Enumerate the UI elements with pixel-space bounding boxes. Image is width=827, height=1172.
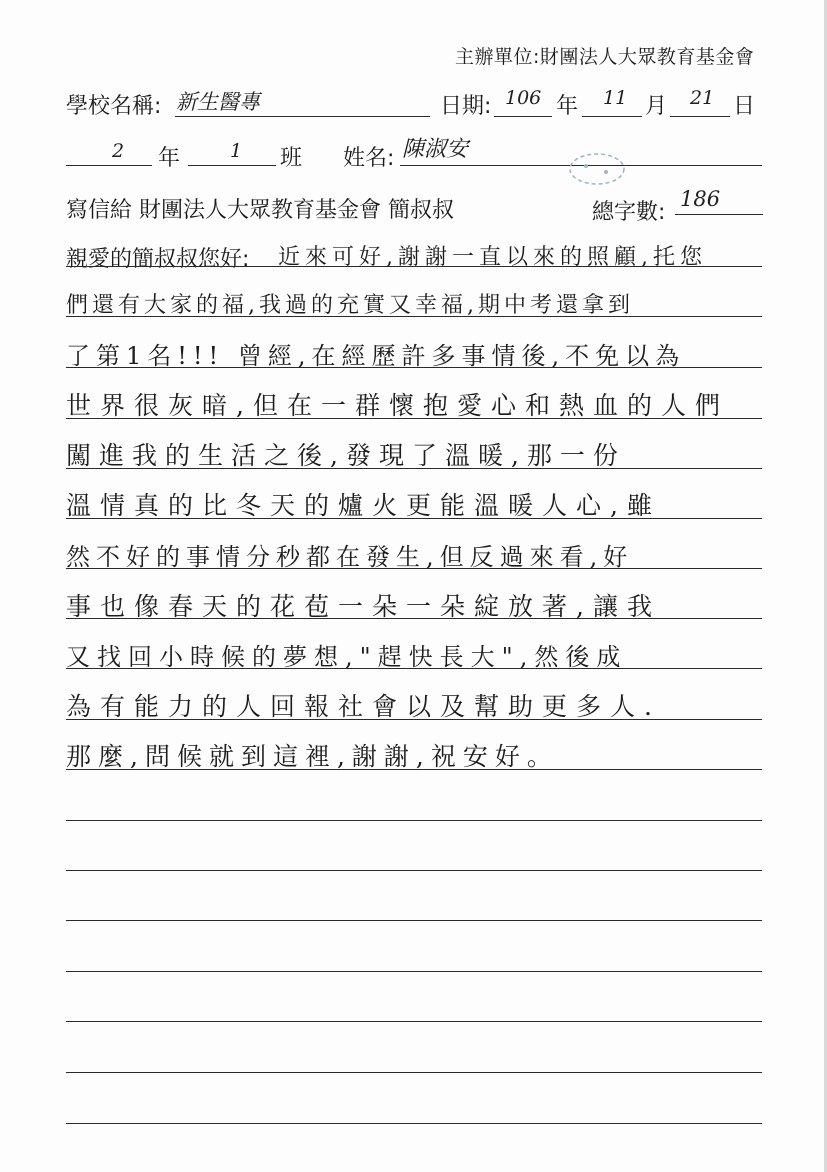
ruled-line-15 <box>66 971 762 972</box>
school-label: 學校名稱: <box>66 94 162 119</box>
date-year-value: 106 <box>505 87 542 109</box>
grade-value: 2 <box>112 140 125 162</box>
month-label: 月 <box>645 94 668 119</box>
class-value: 1 <box>230 140 243 162</box>
ruled-line-4 <box>66 418 762 419</box>
ruled-line-13 <box>66 870 762 871</box>
date-label: 日期: <box>440 94 492 119</box>
wordcount-underline <box>675 214 763 215</box>
wordcount-label: 總字數: <box>592 200 666 225</box>
ruled-line-9 <box>66 668 762 669</box>
grade-label: 年 <box>158 146 181 171</box>
letter-line-1: 近來可好,謝謝一直以來的照顧,托您 <box>278 245 707 270</box>
day-label: 日 <box>733 94 756 119</box>
ruled-line-17 <box>66 1072 762 1073</box>
grade-underline <box>66 165 152 166</box>
letter-line-4: 世界很灰暗,但在一群懷抱愛心和熱血的人們 <box>66 391 729 420</box>
ruled-line-8 <box>66 618 762 619</box>
ruled-line-16 <box>66 1021 762 1022</box>
letter-line-9: 又找回小時候的夢想,"趕快長大",然後成 <box>66 643 628 671</box>
date-month-value: 11 <box>603 87 628 109</box>
ruled-line-7 <box>66 568 762 569</box>
letter-line-5: 闖進我的生活之後,發現了溫暖,那一份 <box>66 441 626 470</box>
name-value: 陳淑安 <box>402 137 469 162</box>
letter-line-7: 然不好的事情分秒都在發生,但反過來看,好 <box>66 543 634 571</box>
letter-line-8: 事也像春天的花苞一朵一朵綻放著,讓我 <box>66 592 661 621</box>
letter-line-10: 為有能力的人回報社會以及幫助更多人. <box>66 692 661 721</box>
letter-line-3: 了第1名!!! 曾經,在經歷許多事情後,不免以為 <box>66 342 686 370</box>
ruled-line-11 <box>66 769 762 770</box>
ruled-line-3 <box>66 367 762 368</box>
wordcount-value: 186 <box>680 187 721 211</box>
ruled-line-14 <box>66 920 762 921</box>
letter-line-11: 那麼,問候就到這裡,謝謝,祝安好。 <box>66 742 559 771</box>
date-day-value: 21 <box>690 87 715 109</box>
school-underline <box>175 116 430 117</box>
name-label: 姓名: <box>343 146 395 171</box>
ruled-line-5 <box>66 468 762 469</box>
ruled-line-2 <box>66 316 762 317</box>
stamp-mark <box>566 150 628 188</box>
day-underline <box>670 116 730 117</box>
greeting-text: 親愛的簡叔叔您好: <box>66 247 250 272</box>
letter-line-6: 溫情真的比冬天的爐火更能溫暖人心,雖 <box>66 491 661 520</box>
class-underline <box>188 165 276 166</box>
ruled-line-18 <box>66 1123 762 1124</box>
organizer-text: 主辦單位:財團法人大眾教育基金會 <box>455 46 755 68</box>
ruled-line-10 <box>66 719 762 720</box>
letter-line-2: 們還有大家的福,我過的充實又幸福,期中考還拿到 <box>66 293 634 318</box>
school-value: 新生醫專 <box>176 90 260 114</box>
ruled-line-12 <box>66 820 762 821</box>
ruled-line-1 <box>66 266 762 267</box>
month-underline <box>582 116 642 117</box>
ruled-line-6 <box>66 518 762 519</box>
year-underline <box>494 116 552 117</box>
recipient-text: 寫信給 財團法人大眾教育基金會 簡叔叔 <box>66 198 454 223</box>
class-label: 班 <box>280 146 303 171</box>
year-label: 年 <box>556 94 579 119</box>
